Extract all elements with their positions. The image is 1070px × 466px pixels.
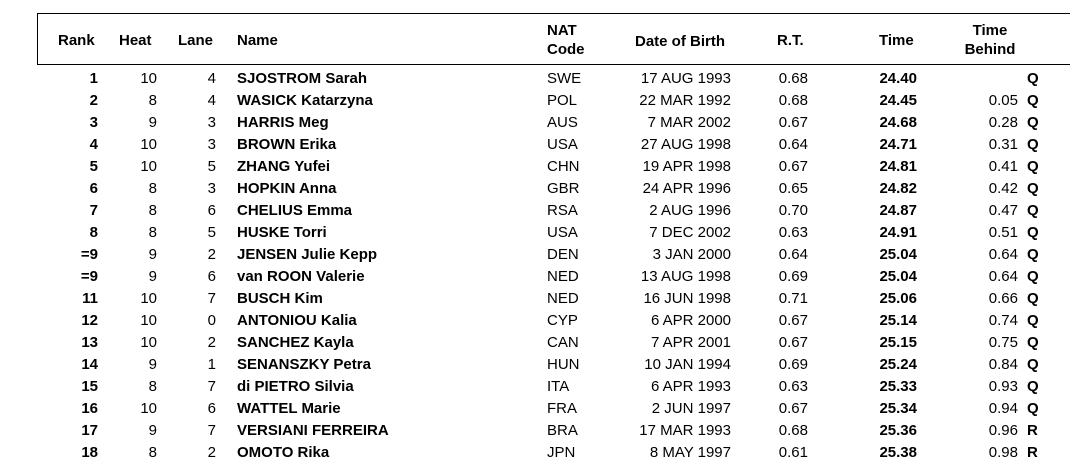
lane-cell: 2	[207, 444, 216, 461]
qualification-cell: Q	[1027, 356, 1039, 373]
time-cell: 24.87	[879, 202, 917, 219]
lane-cell: 6	[207, 202, 216, 219]
reaction-time-cell: 0.68	[778, 422, 808, 439]
name-cell: VERSIANI FERREIRA	[237, 422, 389, 439]
rank-cell: 16	[81, 400, 98, 417]
name-cell: SANCHEZ Kayla	[237, 334, 354, 351]
heat-cell: 9	[148, 356, 157, 373]
lane-cell: 3	[207, 114, 216, 131]
qualification-cell: Q	[1027, 114, 1039, 131]
name-cell: JENSEN Julie Kepp	[237, 246, 378, 263]
results-table	[0, 68, 1070, 464]
heat-cell: 10	[140, 158, 157, 175]
qualification-cell: Q	[1027, 92, 1039, 109]
time-cell: 25.33	[879, 378, 917, 395]
rank-cell: 8	[89, 224, 98, 241]
nat-code-cell: GBR	[547, 180, 580, 197]
reaction-time-cell: 0.67	[778, 312, 808, 329]
header-lane: Lane	[178, 32, 214, 49]
nat-code-cell: NED	[547, 290, 579, 307]
lane-cell: 4	[207, 70, 216, 87]
lane-cell: 1	[207, 356, 216, 373]
qualification-cell: R	[1027, 444, 1038, 461]
time-cell: 25.14	[879, 312, 917, 329]
qualification-cell: Q	[1027, 180, 1039, 197]
table-row	[0, 376, 1070, 398]
reaction-time-cell: 0.69	[778, 356, 808, 373]
heat-cell: 9	[148, 246, 157, 263]
qualification-cell: Q	[1027, 136, 1039, 153]
nat-code-cell: DEN	[547, 246, 579, 263]
time-behind-cell: 0.47	[988, 202, 1018, 219]
table-row	[0, 156, 1070, 178]
header-rank: Rank	[58, 32, 95, 49]
table-row	[0, 310, 1070, 332]
date-of-birth-cell: 6 APR 1993	[650, 378, 731, 395]
reaction-time-cell: 0.64	[778, 246, 808, 263]
date-of-birth-cell: 17 AUG 1993	[640, 70, 731, 87]
rank-cell: 12	[81, 312, 98, 329]
lane-cell: 3	[207, 136, 216, 153]
qualification-cell: Q	[1027, 378, 1039, 395]
rank-cell: 1	[89, 70, 98, 87]
table-row	[0, 354, 1070, 376]
nat-code-cell: BRA	[547, 422, 578, 439]
nat-code-cell: CYP	[547, 312, 578, 329]
lane-cell: 7	[207, 290, 216, 307]
date-of-birth-cell: 13 AUG 1998	[640, 268, 731, 285]
lane-cell: 6	[207, 400, 216, 417]
qualification-cell: Q	[1027, 400, 1039, 417]
time-cell: 25.24	[879, 356, 917, 373]
nat-code-cell: FRA	[547, 400, 577, 417]
heat-cell: 9	[148, 114, 157, 131]
time-behind-cell: 0.51	[988, 224, 1018, 241]
name-cell: SJOSTROM Sarah	[237, 70, 368, 87]
rank-cell: 14	[81, 356, 98, 373]
time-cell: 24.45	[879, 92, 917, 109]
time-behind-cell: 0.93	[988, 378, 1018, 395]
rank-cell: 7	[89, 202, 98, 219]
rank-cell: 11	[82, 290, 98, 307]
reaction-time-cell: 0.67	[778, 158, 808, 175]
lane-cell: 0	[207, 312, 216, 329]
reaction-time-cell: 0.67	[778, 334, 808, 351]
header-heat: Heat	[119, 32, 152, 49]
time-cell: 24.81	[879, 158, 917, 175]
header-name: Name	[237, 32, 278, 49]
nat-code-cell: NED	[547, 268, 579, 285]
nat-code-cell: POL	[547, 92, 578, 109]
rank-cell: 3	[89, 114, 98, 131]
nat-code-cell: SWE	[547, 70, 582, 87]
qualification-cell: Q	[1027, 70, 1039, 87]
lane-cell: 4	[207, 92, 216, 109]
table-row	[0, 90, 1070, 112]
nat-code-cell: CAN	[547, 334, 579, 351]
table-row	[0, 222, 1070, 244]
date-of-birth-cell: 7 DEC 2002	[649, 224, 731, 241]
reaction-time-cell: 0.71	[778, 290, 808, 307]
qualification-cell: R	[1027, 422, 1038, 439]
header-behind-line1: Time	[972, 22, 1008, 39]
nat-code-cell: USA	[547, 136, 578, 153]
date-of-birth-cell: 8 MAY 1997	[649, 444, 731, 461]
time-behind-cell: 0.64	[988, 246, 1018, 263]
heat-cell: 9	[148, 268, 157, 285]
date-of-birth-cell: 6 APR 2000	[650, 312, 731, 329]
reaction-time-cell: 0.69	[778, 268, 808, 285]
heat-cell: 8	[148, 180, 157, 197]
heat-cell: 8	[148, 92, 157, 109]
nat-code-cell: HUN	[547, 356, 580, 373]
time-behind-cell: 0.94	[988, 400, 1018, 417]
lane-cell: 3	[207, 180, 216, 197]
lane-cell: 7	[207, 378, 216, 395]
qualification-cell: Q	[1027, 224, 1039, 241]
reaction-time-cell: 0.68	[778, 70, 808, 87]
nat-code-cell: USA	[547, 224, 578, 241]
table-row	[0, 112, 1070, 134]
date-of-birth-cell: 22 MAR 1992	[639, 92, 731, 109]
header-dob: Date of Birth	[635, 33, 725, 50]
time-behind-cell: 0.05	[988, 92, 1018, 109]
reaction-time-cell: 0.67	[778, 114, 808, 131]
name-cell: BROWN Erika	[237, 136, 337, 153]
heat-cell: 8	[148, 378, 157, 395]
time-behind-cell: 0.41	[988, 158, 1018, 175]
time-cell: 25.36	[879, 422, 917, 439]
rank-cell: 13	[81, 334, 98, 351]
name-cell: BUSCH Kim	[237, 290, 323, 307]
time-behind-cell: 0.98	[988, 444, 1018, 461]
heat-cell: 10	[140, 70, 157, 87]
name-cell: van ROON Valerie	[237, 268, 365, 285]
name-cell: WASICK Katarzyna	[237, 92, 373, 109]
table-row	[0, 398, 1070, 420]
lane-cell: 2	[207, 334, 216, 351]
name-cell: SENANSZKY Petra	[237, 356, 371, 373]
date-of-birth-cell: 2 AUG 1996	[649, 202, 731, 219]
reaction-time-cell: 0.65	[778, 180, 808, 197]
heat-cell: 8	[148, 224, 157, 241]
time-behind-cell: 0.64	[988, 268, 1018, 285]
lane-cell: 5	[207, 158, 216, 175]
time-cell: 24.91	[879, 224, 917, 241]
time-behind-cell: 0.66	[988, 290, 1018, 307]
time-behind-cell: 0.42	[988, 180, 1018, 197]
reaction-time-cell: 0.67	[778, 400, 808, 417]
lane-cell: 7	[207, 422, 216, 439]
time-cell: 24.68	[879, 114, 917, 131]
time-behind-cell: 0.84	[988, 356, 1018, 373]
table-row	[0, 134, 1070, 156]
header-rt: R.T.	[777, 32, 804, 49]
heat-cell: 8	[148, 444, 157, 461]
name-cell: WATTEL Marie	[237, 400, 341, 417]
nat-code-cell: RSA	[547, 202, 578, 219]
qualification-cell: Q	[1027, 268, 1039, 285]
rank-cell: 18	[81, 444, 98, 461]
name-cell: HUSKE Torri	[237, 224, 327, 241]
rank-cell: 5	[89, 158, 98, 175]
date-of-birth-cell: 16 JUN 1998	[643, 290, 731, 307]
table-row	[0, 442, 1070, 464]
nat-code-cell: CHN	[547, 158, 580, 175]
date-of-birth-cell: 10 JAN 1994	[644, 356, 731, 373]
table-row	[0, 68, 1070, 90]
table-row	[0, 200, 1070, 222]
header-nat-line1: NAT	[547, 22, 577, 39]
time-cell: 25.38	[879, 444, 917, 461]
rank-cell: 15	[81, 378, 98, 395]
header-behind-line2: Behind	[964, 41, 1016, 58]
reaction-time-cell: 0.70	[778, 202, 808, 219]
time-cell: 25.15	[879, 334, 917, 351]
reaction-time-cell: 0.63	[778, 224, 808, 241]
header-time: Time	[879, 32, 914, 49]
name-cell: OMOTO Rika	[237, 444, 330, 461]
reaction-time-cell: 0.61	[778, 444, 808, 461]
heat-cell: 10	[140, 312, 157, 329]
table-row	[0, 266, 1070, 288]
heat-cell: 10	[140, 334, 157, 351]
time-cell: 25.04	[879, 268, 917, 285]
reaction-time-cell: 0.63	[778, 378, 808, 395]
header-nat-line2: Code	[547, 41, 585, 58]
time-behind-cell: 0.96	[988, 422, 1018, 439]
time-cell: 24.40	[879, 70, 917, 87]
reaction-time-cell: 0.64	[778, 136, 808, 153]
qualification-cell: Q	[1027, 246, 1039, 263]
heat-cell: 8	[148, 202, 157, 219]
time-behind-cell: 0.31	[988, 136, 1018, 153]
name-cell: ANTONIOU Kalia	[237, 312, 357, 329]
time-cell: 24.82	[879, 180, 917, 197]
date-of-birth-cell: 27 AUG 1998	[640, 136, 731, 153]
rank-cell: =9	[80, 268, 98, 285]
heat-cell: 9	[148, 422, 157, 439]
rank-cell: 6	[89, 180, 98, 197]
name-cell: di PIETRO Silvia	[237, 378, 354, 395]
name-cell: HARRIS Meg	[237, 114, 329, 131]
qualification-cell: Q	[1027, 202, 1039, 219]
qualification-cell: Q	[1027, 334, 1039, 351]
heat-cell: 10	[140, 290, 157, 307]
rank-cell: 2	[89, 92, 98, 109]
time-behind-cell: 0.75	[988, 334, 1018, 351]
time-behind-cell: 0.28	[988, 114, 1018, 131]
heat-cell: 10	[140, 400, 157, 417]
date-of-birth-cell: 7 MAR 2002	[647, 114, 731, 131]
table-row	[0, 244, 1070, 266]
rank-cell: 4	[89, 136, 98, 153]
reaction-time-cell: 0.68	[778, 92, 808, 109]
time-cell: 25.06	[879, 290, 917, 307]
date-of-birth-cell: 24 APR 1996	[642, 180, 731, 197]
time-cell: 24.71	[879, 136, 917, 153]
date-of-birth-cell: 7 APR 2001	[650, 334, 731, 351]
nat-code-cell: ITA	[547, 378, 570, 395]
table-row	[0, 420, 1070, 442]
date-of-birth-cell: 2 JUN 1997	[651, 400, 731, 417]
table-row	[0, 178, 1070, 200]
qualification-cell: Q	[1027, 290, 1039, 307]
heat-cell: 10	[140, 136, 157, 153]
qualification-cell: Q	[1027, 158, 1039, 175]
name-cell: CHELIUS Emma	[237, 202, 353, 219]
date-of-birth-cell: 3 JAN 2000	[652, 246, 731, 263]
date-of-birth-cell: 19 APR 1998	[642, 158, 731, 175]
nat-code-cell: JPN	[547, 444, 576, 461]
table-row	[0, 288, 1070, 310]
rank-cell: 17	[81, 422, 98, 439]
table-row	[0, 332, 1070, 354]
time-cell: 25.34	[879, 400, 917, 417]
time-cell: 25.04	[879, 246, 917, 263]
lane-cell: 6	[207, 268, 216, 285]
rank-cell: =9	[80, 246, 98, 263]
qualification-cell: Q	[1027, 312, 1039, 329]
lane-cell: 2	[207, 246, 216, 263]
date-of-birth-cell: 17 MAR 1993	[639, 422, 731, 439]
name-cell: HOPKIN Anna	[237, 180, 337, 197]
time-behind-cell: 0.74	[988, 312, 1018, 329]
lane-cell: 5	[207, 224, 216, 241]
name-cell: ZHANG Yufei	[237, 158, 331, 175]
nat-code-cell: AUS	[547, 114, 578, 131]
